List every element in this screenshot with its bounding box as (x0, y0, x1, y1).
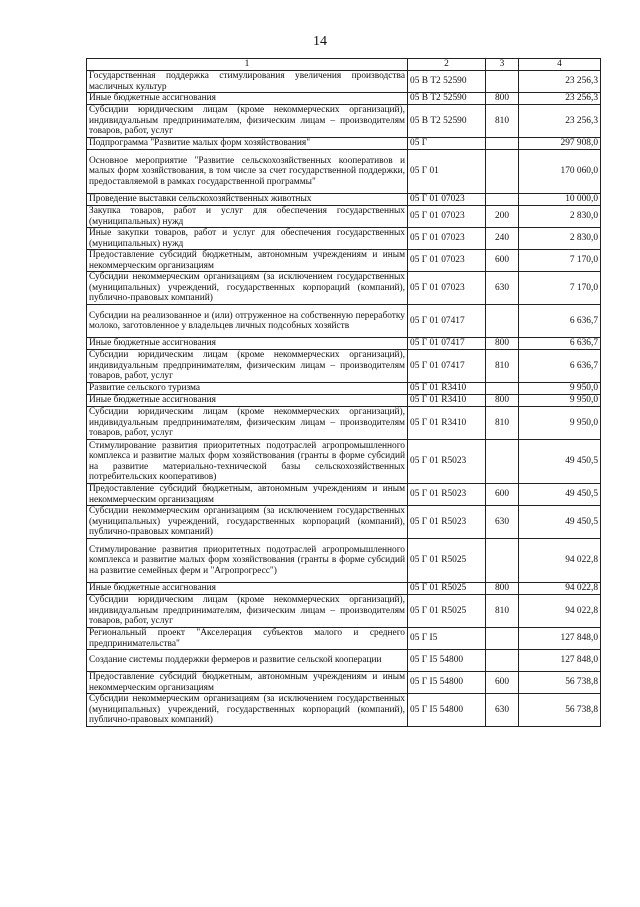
row-code-cell: 05 Г I5 54800 (408, 672, 486, 694)
row-name-cell: Предоставление субсидий бюджетным, автономным учреждениям и иным некоммерческим организациям (87, 484, 408, 506)
table-row (87, 138, 601, 150)
row-name-cell: Проведение выставки сельскохозяйственных животных (87, 194, 408, 206)
row-name-cell: Субсидии некоммерческим организациям (за исключением государственных (муниципальных) учреждений, государственных корпораций (компаний), публично-правовых компаний) (87, 272, 408, 305)
table-row (87, 440, 601, 484)
row-amount-cell: 6 636,7 (519, 305, 601, 338)
row-type-cell: 630 (486, 694, 519, 727)
row-code-cell: 05 Г 01 R5023 (408, 506, 486, 539)
row-code-cell: 05 Г (408, 138, 486, 150)
row-name-cell: Иные бюджетные ассигнования (87, 93, 408, 105)
row-code-cell: 05 В Т2 52590 (408, 93, 486, 105)
row-amount-cell: 10 000,0 (519, 194, 601, 206)
header-cell-name: 1 (87, 59, 408, 71)
table-row (87, 583, 601, 595)
row-amount-cell: 9 950,0 (519, 407, 601, 440)
table-row (87, 672, 601, 694)
row-name-cell: Предоставление субсидий бюджетным, автономным учреждениям и иным некоммерческим организациям (87, 672, 408, 694)
row-name-cell: Субсидии юридическим лицам (кроме некоммерческих организаций), индивидуальным предпринимателям, физическим лицам – производителям товаров, работ, услуг (87, 407, 408, 440)
table-row (87, 407, 601, 440)
row-name-cell: Развитие сельского туризма (87, 383, 408, 395)
row-name-cell: Закупка товаров, работ и услуг для обеспечения государственных (муниципальных) нужд (87, 206, 408, 228)
row-name-cell: Иные бюджетные ассигнования (87, 583, 408, 595)
table-row (87, 338, 601, 350)
row-amount-cell: 94 022,8 (519, 583, 601, 595)
row-type-cell: 630 (486, 272, 519, 305)
table-row (87, 595, 601, 628)
row-code-cell: 05 Г I5 54800 (408, 694, 486, 727)
row-code-cell: 05 Г 01 07023 (408, 272, 486, 305)
row-type-cell: 800 (486, 395, 519, 407)
row-type-cell: 800 (486, 338, 519, 350)
row-code-cell: 05 Г 01 R5023 (408, 440, 486, 484)
row-type-cell (486, 138, 519, 150)
row-name-cell: Стимулирование развития приоритетных подотраслей агропромышленного комплекса и развитие малых форм хозяйствования (гранты в форме субсидий на развитие материально-технической базы сельскохозяйственных потребительских кооперативов) (87, 440, 408, 484)
table-row (87, 105, 601, 138)
table-row (87, 539, 601, 583)
table-row (87, 71, 601, 93)
row-amount-cell: 9 950,0 (519, 383, 601, 395)
row-type-cell: 200 (486, 206, 519, 228)
row-code-cell: 05 Г 01 07417 (408, 305, 486, 338)
row-amount-cell: 2 830,0 (519, 228, 601, 250)
row-amount-cell: 170 060,0 (519, 150, 601, 194)
row-name-cell: Предоставление субсидий бюджетным, автономным учреждениям и иным некоммерческим организациям (87, 250, 408, 272)
table-row (87, 272, 601, 305)
row-amount-cell: 56 738,8 (519, 694, 601, 727)
row-name-cell: Иные бюджетные ассигнования (87, 338, 408, 350)
row-name-cell: Подпрограмма "Развитие малых форм хозяйствования" (87, 138, 408, 150)
row-amount-cell: 127 848,0 (519, 650, 601, 672)
row-code-cell: 05 В Т2 52590 (408, 71, 486, 93)
table-row (87, 150, 601, 194)
row-code-cell: 05 Г 01 R5025 (408, 539, 486, 583)
row-code-cell: 05 Г I5 (408, 628, 486, 650)
row-amount-cell: 49 450,5 (519, 484, 601, 506)
row-type-cell (486, 628, 519, 650)
table-row (87, 484, 601, 506)
row-type-cell: 600 (486, 484, 519, 506)
row-type-cell (486, 150, 519, 194)
header-cell-amount: 4 (519, 59, 601, 71)
row-code-cell: 05 Г 01 R5023 (408, 484, 486, 506)
row-name-cell: Иные закупки товаров, работ и услуг для обеспечения государственных (муниципальных) нужд (87, 228, 408, 250)
row-name-cell: Создание системы поддержки фермеров и развитие сельской кооперации (87, 650, 408, 672)
row-name-cell: Основное мероприятие "Развитие сельскохозяйственных кооперативов и малых форм хозяйствования, в том числе за счет государственной поддержки, предоставляемой в рамках государственной программы" (87, 150, 408, 194)
row-amount-cell: 2 830,0 (519, 206, 601, 228)
table-row (87, 506, 601, 539)
row-amount-cell: 56 738,8 (519, 672, 601, 694)
table-row (87, 93, 601, 105)
row-name-cell: Субсидии на реализованное и (или) отгруженное на собственную переработку молоко, заготовленное у владельцев личных подсобных хозяйств (87, 305, 408, 338)
row-amount-cell: 7 170,0 (519, 272, 601, 305)
row-type-cell (486, 539, 519, 583)
row-type-cell (486, 194, 519, 206)
row-type-cell: 810 (486, 407, 519, 440)
row-code-cell: 05 Г 01 07023 (408, 250, 486, 272)
table-row (87, 350, 601, 383)
row-code-cell: 05 Г 01 R3410 (408, 383, 486, 395)
row-amount-cell: 7 170,0 (519, 250, 601, 272)
row-type-cell (486, 305, 519, 338)
row-name-cell: Государственная поддержка стимулирования увеличения производства масличных культур (87, 71, 408, 93)
row-amount-cell: 49 450,5 (519, 506, 601, 539)
row-amount-cell: 127 848,0 (519, 628, 601, 650)
row-type-cell: 800 (486, 583, 519, 595)
row-name-cell: Стимулирование развития приоритетных подотраслей агропромышленного комплекса и развитие малых форм хозяйствования (гранты в форме субсидий на развитие семейных ферм и "Агропрогресс") (87, 539, 408, 583)
table-row (87, 305, 601, 338)
row-name-cell: Субсидии юридическим лицам (кроме некоммерческих организаций), индивидуальным предпринимателям, физическим лицам – производителям товаров, работ, услуг (87, 105, 408, 138)
row-type-cell: 800 (486, 93, 519, 105)
row-name-cell: Субсидии юридическим лицам (кроме некоммерческих организаций), индивидуальным предпринимателям, физическим лицам – производителям товаров, работ, услуг (87, 350, 408, 383)
row-code-cell: 05 Г 01 07023 (408, 206, 486, 228)
row-name-cell: Субсидии некоммерческим организациям (за исключением государственных (муниципальных) учреждений, государственных корпораций (компаний), публично-правовых компаний) (87, 506, 408, 539)
row-amount-cell: 23 256,3 (519, 105, 601, 138)
row-amount-cell: 9 950,0 (519, 395, 601, 407)
row-name-cell: Субсидии некоммерческим организациям (за исключением государственных (муниципальных) учреждений, государственных корпораций (компаний), публично-правовых компаний) (87, 694, 408, 727)
row-amount-cell: 23 256,3 (519, 71, 601, 93)
row-code-cell: 05 Г 01 07023 (408, 194, 486, 206)
row-amount-cell: 94 022,8 (519, 595, 601, 628)
header-cell-type: 3 (486, 59, 519, 71)
header-row (87, 59, 601, 71)
row-type-cell: 810 (486, 350, 519, 383)
row-amount-cell: 94 022,8 (519, 539, 601, 583)
row-name-cell: Иные бюджетные ассигнования (87, 395, 408, 407)
row-amount-cell: 6 636,7 (519, 350, 601, 383)
row-type-cell (486, 383, 519, 395)
row-type-cell: 600 (486, 250, 519, 272)
row-name-cell: Субсидии юридическим лицам (кроме некоммерческих организаций), индивидуальным предпринимателям, физическим лицам – производителям товаров, работ, услуг (87, 595, 408, 628)
table-row (87, 383, 601, 395)
table-row (87, 194, 601, 206)
row-type-cell: 810 (486, 595, 519, 628)
table-row (87, 395, 601, 407)
table-row (87, 628, 601, 650)
row-code-cell: 05 Г 01 07417 (408, 350, 486, 383)
row-type-cell: 240 (486, 228, 519, 250)
page-number: 14 (313, 34, 327, 49)
row-code-cell: 05 В Т2 52590 (408, 105, 486, 138)
table-row (87, 650, 601, 672)
row-code-cell: 05 Г 01 07023 (408, 228, 486, 250)
row-type-cell: 630 (486, 506, 519, 539)
row-code-cell: 05 Г I5 54800 (408, 650, 486, 672)
row-type-cell: 810 (486, 105, 519, 138)
table-row (87, 228, 601, 250)
row-type-cell: 600 (486, 672, 519, 694)
table-row (87, 206, 601, 228)
row-code-cell: 05 Г 01 R3410 (408, 395, 486, 407)
row-amount-cell: 23 256,3 (519, 93, 601, 105)
row-code-cell: 05 Г 01 07417 (408, 338, 486, 350)
row-name-cell: Региональный проект "Акселерация субъектов малого и среднего предпринимательства" (87, 628, 408, 650)
table-row (87, 694, 601, 727)
row-code-cell: 05 Г 01 R3410 (408, 407, 486, 440)
row-code-cell: 05 Г 01 R5025 (408, 583, 486, 595)
row-code-cell: 05 Г 01 (408, 150, 486, 194)
row-code-cell: 05 Г 01 R5025 (408, 595, 486, 628)
row-type-cell (486, 440, 519, 484)
header-cell-code: 2 (408, 59, 486, 71)
row-amount-cell: 6 636,7 (519, 338, 601, 350)
row-type-cell (486, 650, 519, 672)
budget-table (86, 58, 601, 727)
table-row (87, 250, 601, 272)
row-amount-cell: 297 908,0 (519, 138, 601, 150)
row-amount-cell: 49 450,5 (519, 440, 601, 484)
row-type-cell (486, 71, 519, 93)
